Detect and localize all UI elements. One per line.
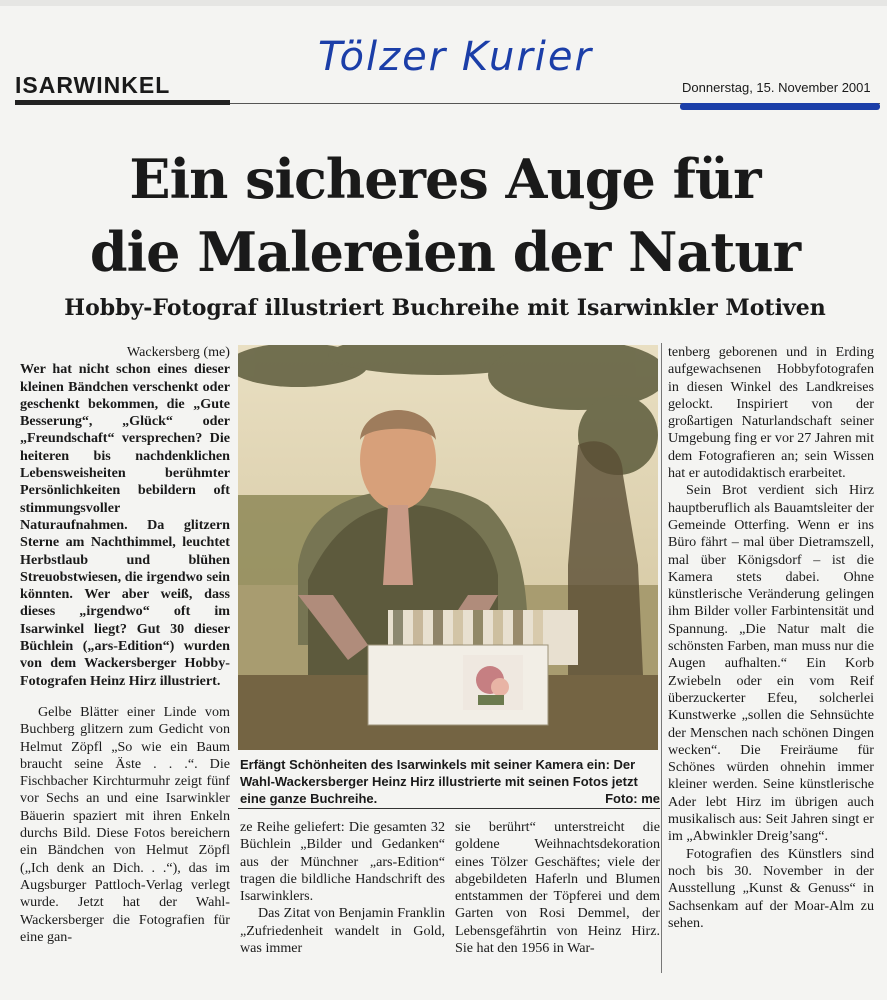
column-2 (240, 819, 445, 957)
headline-line-2: die Malereien der Natur (89, 220, 801, 284)
headline (20, 143, 870, 289)
photo-credit: Foto: me (605, 791, 660, 806)
paragraph: Sein Brot verdient sich Hirz hauptberuflich als Bauamtsleiter der Gemeinde Otterfing. Wenn er ins Büro fährt – mal über Dietramszell, mal über Königsdorf – ist die Kamera stets dabei. Ohne künstlerische Veränderung gelingen ihm Bilder voller Farbintensität und Spannung. „Die Natur malt die schönsten Farben, man muss nur die Augen aufhalten.“ Ein Korb Zwiebeln oder ein vom Reif überzuckerter Efeu, solcherlei Kunstwerke „sollen die Sehnsüchte der Menschen nach schönen Dingen wecken“. Die Freiräume für Schönes würden ohnehin immer kleiner werden. Seine künstlerische Ader lebt Hirz im übrigen auch musikalisch aus: Seit Jahren singt er im „Abwinkler Dreig’sang“. (668, 482, 874, 845)
caption-rule (238, 808, 660, 809)
pen-underline (680, 103, 880, 110)
subheadline: Hobby-Fotograf illustriert Buchreihe mit Isarwinkler Motiven (64, 295, 826, 321)
headline-line-1: Ein sicheres Auge für (129, 147, 761, 211)
photo-illustration (238, 345, 658, 750)
caption-text: Erfängt Schönheiten des Isarwinkels mit seiner Kamera ein: Der Wahl-Wackersberger Heinz Hirz illustrierte mit seinen Fotos jetzt eine ganze Buchreihe. (240, 757, 638, 806)
paragraph: Fotografien des Künstlers sind noch bis 30. November in der Ausstellung „Kunst & Genuss“ in Sachsenkam auf der Moar-Alm zu sehen. (668, 845, 874, 931)
lead-paragraph: Wer hat nicht schon eines dieser kleinen Bändchen verschenkt oder geschenkt bekommen, die „Gute Besserung“, „Glück“ oder „Freundschaft“ versprechen? Die heiteren bis nachdenklichen Lebensweisheiten berühmter Persönlichkeiten bebildern oft stimmungsvoller Naturaufnahmen. Da glitzern Sterne am Nachthimmel, leuchtet Herbstlaub und blühen Streuobstwiesen, die irgendwo sein könnten. Wer aber weiß, dass dieses „irgendwo“ oft im Isarwinkel liegt? Gut 30 dieser Büchlein („ars-Edition“) wurden von dem Wackersberger Hobby-Fotografen Heinz Hirz illustriert. (20, 361, 230, 689)
column-rule (661, 343, 662, 973)
photo-caption (240, 756, 660, 807)
dateline: Wackersberg (me) (126, 344, 230, 360)
column-4 (668, 344, 874, 932)
issue-date: Donnerstag, 15. November 2001 (682, 80, 871, 95)
handwritten-masthead: Tölzer Kurier (318, 34, 593, 80)
paragraph: sie berührt“ unterstreicht die goldene Weihnachtsdekoration eines Tölzer Geschäftes; viele der abgebildeten Haferln und Blumen entstammen der Töpferei und dem Garten von Rosi Demmel, der Lebensgefährtin von Heinz Hirz. Sie hat den 1956 in War- (455, 819, 660, 957)
paragraph: Gelbe Blätter einer Linde vom Buchberg glitzern zum Gedicht von Helmut Zöpfl „So wie ein Baum braucht seine Äste . . .“. Die Fischbacher Kirchturmuhr zeigt fünf vor Sechs an und eine Isarwinkler Bäuerin spaziert mit ihren Enkeln durchs Bild. Diese Fotos bereichern ein Bändchen von Helmut Zöpfl („Ich denk an Dich. . .“), das im Augsburger Pattloch-Verlag verlegt wurde. Jetzt hat der Wahl-Wackersberger die Fotografien für eine gan- (20, 703, 230, 945)
scan-edge (0, 0, 887, 6)
column-1 (20, 344, 230, 946)
section-rule (15, 100, 230, 105)
paragraph: tenberg geborenen und in Erding aufgewachsenen Hobbyfotografen in diesen Winkel des Landkreises gelockt. Inspiriert von der großartigen Naturlandschaft seiner Umgebung fing er vor 27 Jahren mit dem Fotografieren an; sein Wissen hat er autodidaktisch erarbeitet. (668, 344, 874, 482)
section-label: ISARWINKEL (15, 72, 171, 98)
column-3 (455, 819, 660, 957)
paragraph: Das Zitat von Benjamin Franklin „Zufriedenheit wandelt in Gold, was immer (240, 905, 445, 957)
article-photo (238, 345, 658, 750)
paragraph: ze Reihe geliefert: Die gesamten 32 Büchlein „Bilder und Gedanken“ aus der Münchner „ars-Edition“ tragen die bildliche Handschrift des Isarwinklers. (240, 819, 445, 905)
